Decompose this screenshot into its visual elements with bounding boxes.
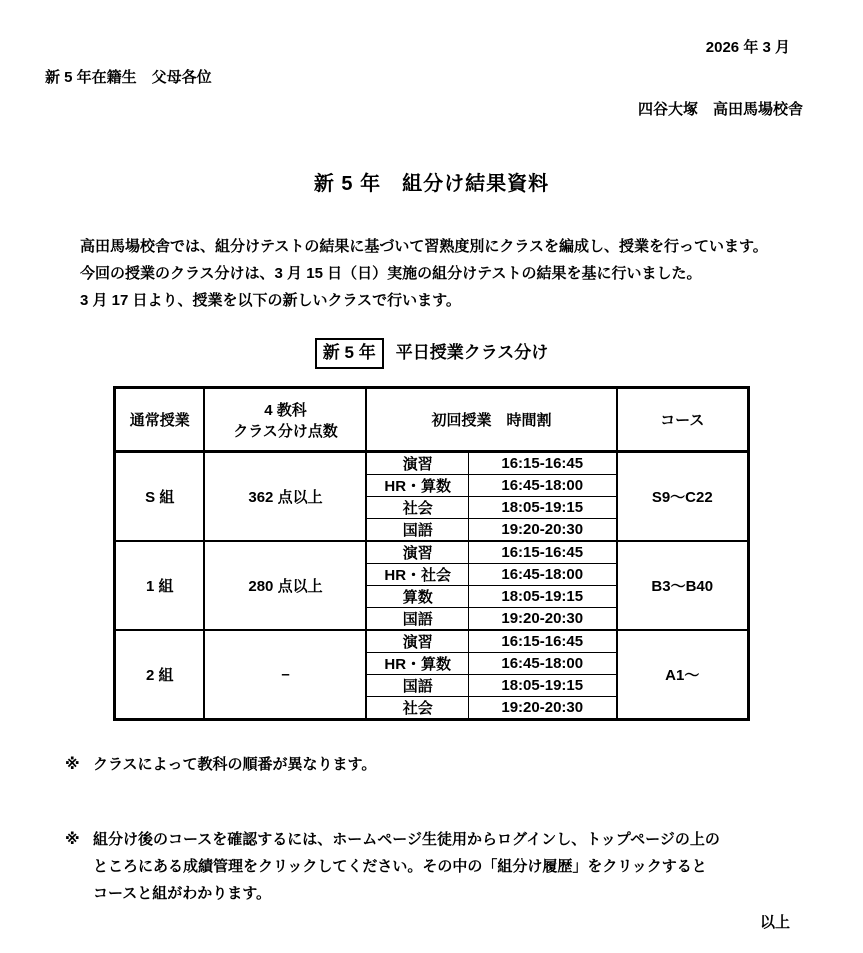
course-cell: A1～ xyxy=(617,630,749,720)
table-header-row xyxy=(114,388,748,452)
header-course: コース xyxy=(617,388,749,452)
time-cell: 18:05-19:15 xyxy=(468,586,616,608)
note-subject-order xyxy=(0,755,863,774)
score-cell: – xyxy=(204,630,366,720)
subject-cell: 国語 xyxy=(366,675,468,697)
time-cell: 16:45-18:00 xyxy=(468,564,616,586)
subject-cell: 演習 xyxy=(366,541,468,564)
intro-line-1: 高田馬場校舎では、組分けテストの結果に基づいて習熟度別にクラスを編成し、授業を行っています。 xyxy=(80,238,768,255)
subject-cell: 国語 xyxy=(366,519,468,542)
note-text xyxy=(93,826,793,907)
subject-cell: 社会 xyxy=(366,497,468,519)
subject-cell: 国語 xyxy=(366,608,468,631)
table-heading-text: 平日授業クラス分け xyxy=(395,343,549,362)
time-cell: 19:20-20:30 xyxy=(468,519,616,542)
document-page xyxy=(0,38,863,953)
intro-line-3: 3 月 17 日より、授業を以下の新しいクラスで行います。 xyxy=(80,292,461,309)
class-name-cell: 2 組 xyxy=(114,630,204,720)
subject-cell: 演習 xyxy=(366,630,468,653)
table-row xyxy=(114,630,748,653)
header-score-line1: 4 教科 xyxy=(264,401,307,419)
header-regular-class: 通常授業 xyxy=(114,388,204,452)
intro-line-2: 今回の授業のクラス分けは、3 月 15 日（日）実施の組分けテストの結果を基に行いました。 xyxy=(80,265,702,282)
time-cell: 19:20-20:30 xyxy=(468,697,616,720)
time-cell: 16:15-16:45 xyxy=(468,452,616,475)
time-cell: 16:45-18:00 xyxy=(468,653,616,675)
score-cell: 280 点以上 xyxy=(204,541,366,630)
header-score-line2: クラス分け点数 xyxy=(233,422,338,440)
note-line: 組分け後のコースを確認するには、ホームページ生徒用からログインし、トップページの上の xyxy=(93,831,720,848)
table-heading xyxy=(0,338,863,369)
subject-cell: HR・算数 xyxy=(366,653,468,675)
time-cell: 16:15-16:45 xyxy=(468,541,616,564)
subject-cell: 算数 xyxy=(366,586,468,608)
note-line: クラスによって教科の順番が異なります。 xyxy=(93,756,377,773)
class-name-cell: 1 組 xyxy=(114,541,204,630)
note-marker: ※ xyxy=(65,756,80,773)
note-text xyxy=(93,755,793,774)
document-date: 2026 年 3 月 xyxy=(705,39,790,56)
subject-cell: 演習 xyxy=(366,452,468,475)
addressee-line: 新 5 年在籍生 父母各位 xyxy=(45,69,212,86)
note-marker: ※ xyxy=(65,831,80,848)
subject-cell: 社会 xyxy=(366,697,468,720)
table-row xyxy=(114,452,748,475)
course-cell: S9～C22 xyxy=(617,452,749,542)
score-cell: 362 点以上 xyxy=(204,452,366,542)
header-schedule: 初回授業 時間割 xyxy=(366,388,616,452)
intro-paragraph xyxy=(0,233,863,314)
course-cell: B3～B40 xyxy=(617,541,749,630)
closing-text: 以上 xyxy=(759,914,790,931)
time-cell: 16:15-16:45 xyxy=(468,630,616,653)
note-line: コースと組がわかります。 xyxy=(93,885,272,902)
header-score xyxy=(204,388,366,452)
subject-cell: HR・算数 xyxy=(366,475,468,497)
time-cell: 18:05-19:15 xyxy=(468,497,616,519)
table-row xyxy=(114,541,748,564)
time-cell: 18:05-19:15 xyxy=(468,675,616,697)
class-schedule-table xyxy=(113,386,750,721)
class-name-cell: S 組 xyxy=(114,452,204,542)
grade-badge: 新 5 年 xyxy=(315,338,384,369)
time-cell: 16:45-18:00 xyxy=(468,475,616,497)
note-course-check xyxy=(0,826,863,907)
document-title: 新 5 年 組分け結果資料 xyxy=(313,173,550,195)
time-cell: 19:20-20:30 xyxy=(468,608,616,631)
school-name: 四谷大塚 高田馬場校舎 xyxy=(637,101,803,118)
note-line: ところにある成績管理をクリックしてください。その中の「組分け履歴」をクリックすると xyxy=(93,858,707,875)
subject-cell: HR・社会 xyxy=(366,564,468,586)
